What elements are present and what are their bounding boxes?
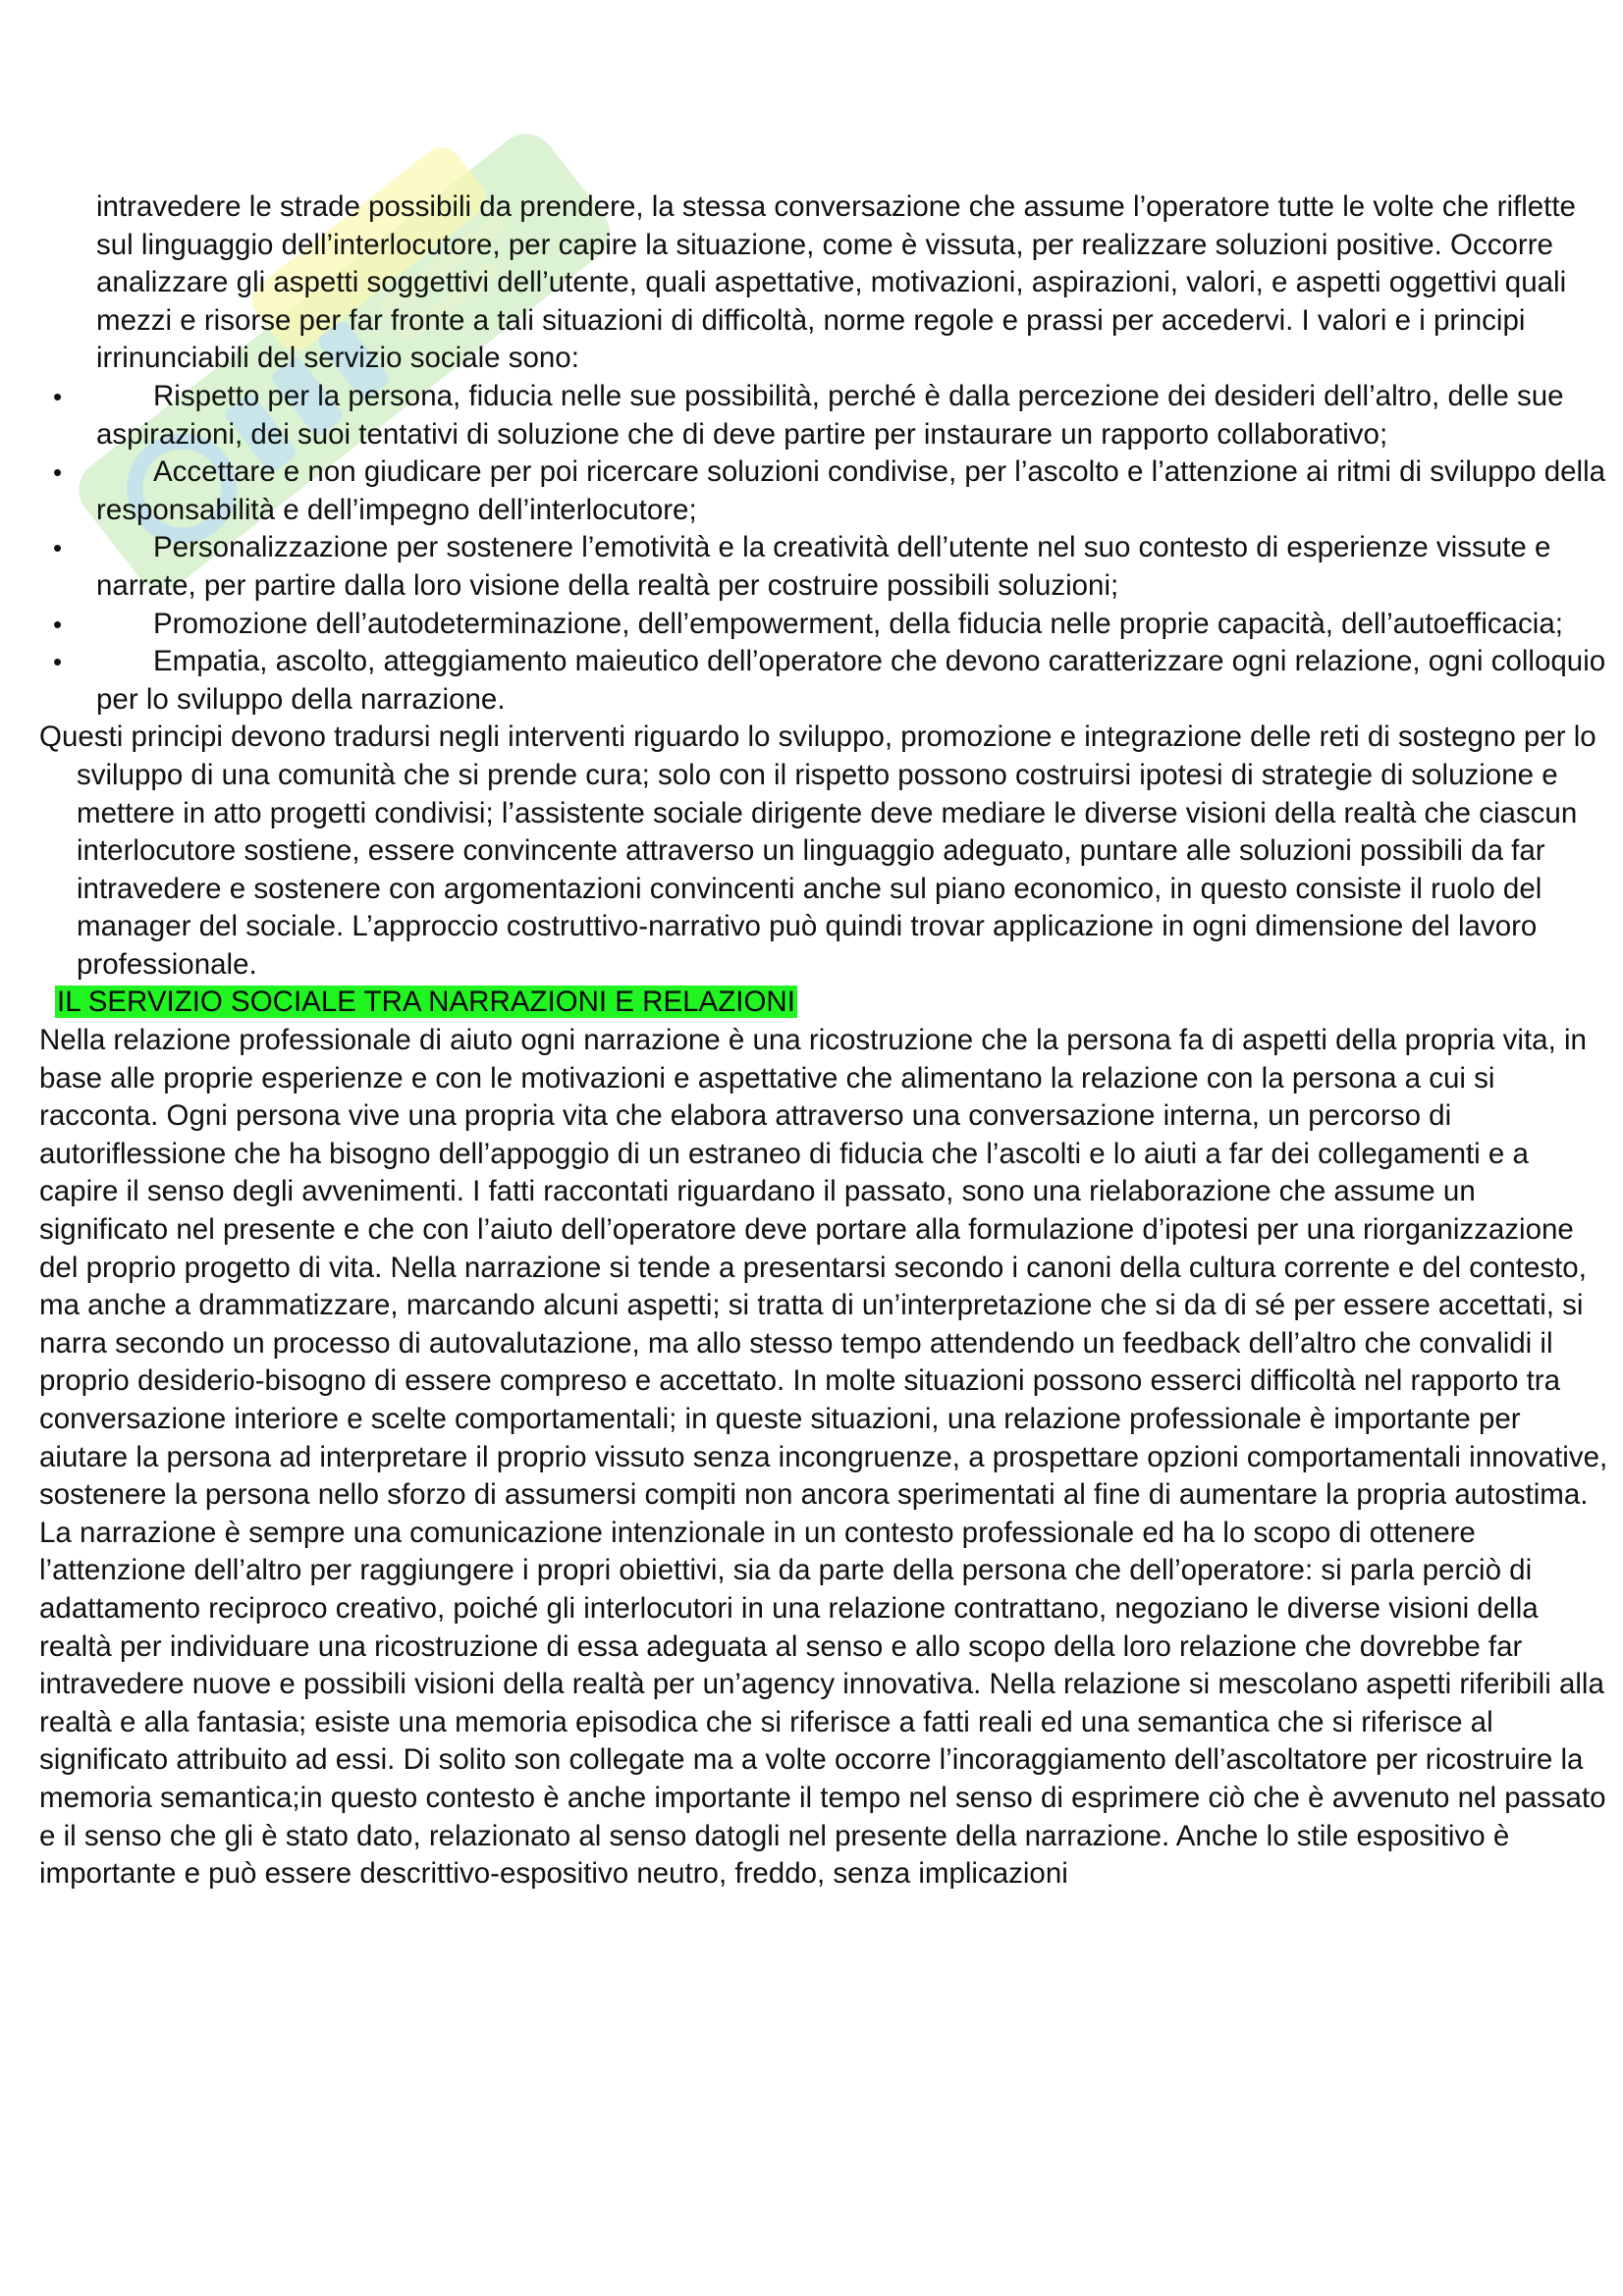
list-item-text: Rispetto per la persona, fiducia nelle sue possibilità, perché è dalla percezione dei desideri dell’altro, delle sue aspirazioni, dei suoi tentativi di soluzione che di deve partire per instaurare un rapporto collaborativo; bbox=[96, 379, 1564, 451]
list-item-text: Personalizzazione per sostenere l’emotività e la creatività dell’utente nel suo contesto di esperienze vissute e narrate, per partire dalla loro visione della realtà per costruire possibili soluzioni; bbox=[96, 531, 1551, 602]
bullet-icon: • bbox=[53, 533, 63, 563]
principles-list bbox=[39, 378, 1610, 719]
list-item-text: Accettare e non giudicare per poi ricercare soluzioni condivise, per l’ascolto e l’attenzione ai ritmi di sviluppo della responsabilità e dell’impegno dell’interlocutore; bbox=[96, 455, 1606, 526]
intro-paragraph: intravedere le strade possibili da prendere, la stessa conversazione che assume l’operatore tutte le volte che riflette sul linguaggio dell’interlocutore, per capire la situazione, come è vissuta, per realizzare soluzioni positive. Occorre analizzare gli aspetti soggettivi dell’utente, quali aspettative, motivazioni, aspirazioni, valori, e aspetti oggettivi quali mezzi e risorse per far fronte a tali situazioni di difficoltà, norme regole e prassi per accedervi. I valori e i principi irrinunciabili del servizio sociale sono: bbox=[96, 190, 1576, 375]
bullet-icon: • bbox=[53, 381, 63, 411]
bullet-icon: • bbox=[53, 647, 63, 677]
list-item bbox=[39, 606, 1610, 644]
section-heading-row bbox=[39, 984, 1610, 1022]
list-item-text: Empatia, ascolto, atteggiamento maieutico dell’operatore che devono caratterizzare ogni relazione, ogni colloquio per lo sviluppo della narrazione. bbox=[96, 645, 1606, 716]
bullet-icon: • bbox=[53, 457, 63, 488]
principles-paragraph: Questi principi devono tradursi negli interventi riguardo lo sviluppo, promozione e integrazione delle reti di sostegno per lo sviluppo di una comunità che si prende cura; solo con il rispetto possono costruirsi ipotesi di strategie di soluzione e mettere in atto progetti condivisi; l’assistente sociale dirigente deve mediare le diverse visioni della realtà che ciascun interlocutore sostiene, essere convincente attraverso un linguaggio adeguato, puntare alle soluzioni possibili da far intravedere e sostenere con argomentazioni convincenti anche sul piano economico, in questo consiste il ruolo del manager del sociale. L’approccio costruttivo-narrativo può quindi trovar applicazione in ogni dimensione del lavoro professionale. bbox=[39, 721, 1596, 981]
list-item-text: Promozione dell’autodeterminazione, dell’empowerment, della fiducia nelle proprie capacità, dell’autoefficacia; bbox=[153, 607, 1563, 640]
list-item bbox=[39, 529, 1610, 605]
document-body bbox=[39, 188, 1610, 1894]
section-heading: IL SERVIZIO SOCIALE TRA NARRAZIONI E RELAZIONI bbox=[57, 986, 795, 1019]
list-item bbox=[39, 643, 1610, 719]
list-item bbox=[39, 378, 1610, 454]
list-item bbox=[39, 454, 1610, 529]
body-paragraph: Nella relazione professionale di aiuto ogni narrazione è una ricostruzione che la persona fa di aspetti della propria vita, in base alle proprie esperienze e con le motivazioni e aspettative che alimentano la relazione con la persona a cui si racconta. Ogni persona vive una propria vita che elabora attraverso una conversazione interna, un percorso di autoriflessione che ha bisogno dell’appoggio di un estraneo di fiducia che l’ascolti e lo aiuti a far dei collegamenti e a capire il senso degli avvenimenti. I fatti raccontati riguardano il passato, sono una rielaborazione che assume un significato nel presente e che con l’aiuto dell’operatore deve portare alla formulazione d’ipotesi per una riorganizzazione del proprio progetto di vita. Nella narrazione si tende a presentarsi secondo i canoni della cultura corrente e del contesto, ma anche a drammatizzare, marcando alcuni aspetti; si tratta di un’interpretazione che si da di sé per essere accettati, si narra secondo un processo di autovalutazione, ma allo stesso tempo attendendo un feedback dell’altro che convalidi il proprio desiderio-bisogno di essere compreso e accettato. In molte situazioni possono esserci difficoltà nel rapporto tra conversazione interiore e scelte comportamentali; in queste situazioni, una relazione professionale è importante per aiutare la persona ad interpretare il proprio vissuto senza incongruenze, a prospettare opzioni comportamentali innovative, sostenere la persona nello sforzo di assumersi compiti non ancora sperimentati al fine di aumentare la propria autostima. La narrazione è sempre una comunicazione intenzionale in un contesto professionale ed ha lo scopo di ottenere l’attenzione dell’altro per raggiungere i propri obiettivi, sia da parte della persona che dell’operatore: si parla perciò di adattamento reciproco creativo, poiché gli interlocutori in una relazione contrattano, negoziano le diverse visioni della realtà per individuare una ricostruzione di essa adeguata al senso e allo scopo della loro relazione che dovrebbe far intravedere nuove e possibili visioni della realtà per un’agency innovativa. Nella relazione si mescolano aspetti riferibili alla realtà e alla fantasia; esiste una memoria episodica che si riferisce a fatti reali ed una semantica che si riferisce al significato attribuito ad essi. Di solito son collegate ma a volte occorre l’incoraggiamento dell’ascoltatore per ricostruire la memoria semantica;in questo contesto è anche importante il tempo nel senso di esprimere ciò che è avvenuto nel passato e il senso che gli è stato dato, relazionato al senso datogli nel presente della narrazione. Anche lo stile espositivo è importante e può essere descrittivo-espositivo neutro, freddo, senza implicazioni bbox=[39, 1024, 1608, 1891]
bullet-icon: • bbox=[53, 609, 63, 639]
